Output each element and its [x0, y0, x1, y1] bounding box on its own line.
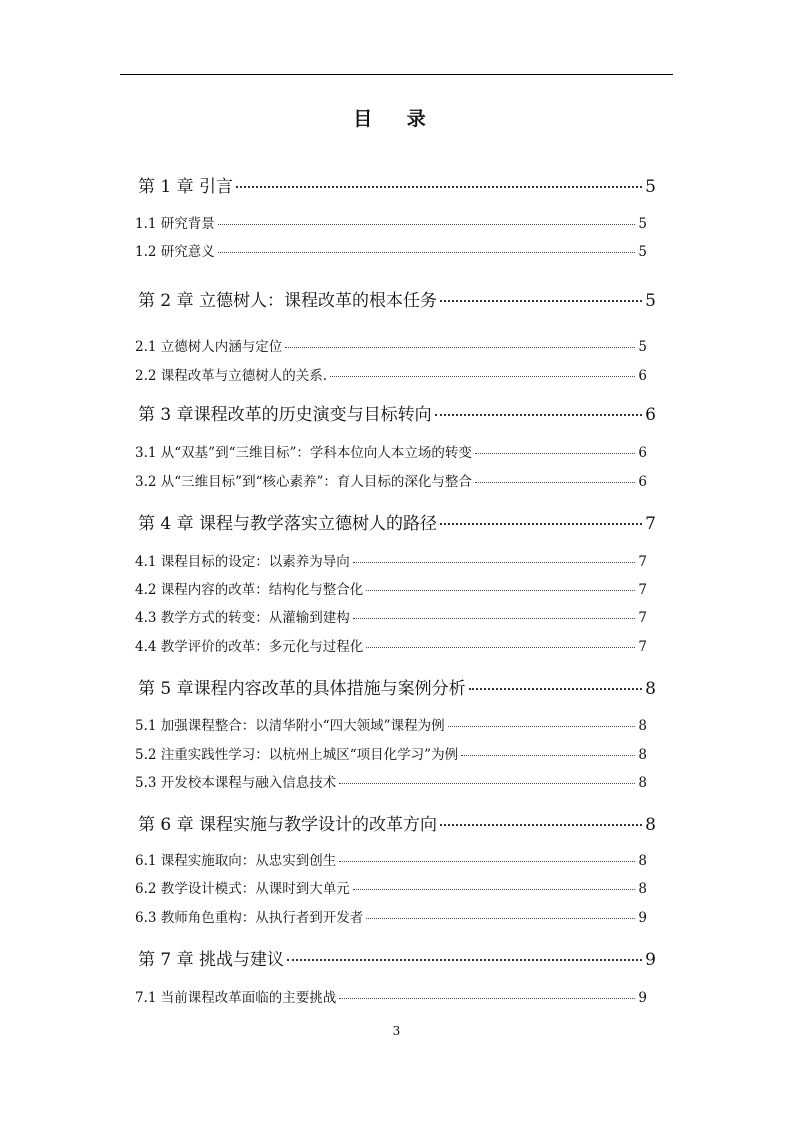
toc-section-entry[interactable] — [135, 470, 647, 490]
dot-leader — [366, 590, 635, 591]
toc-section-entry[interactable] — [135, 335, 647, 355]
toc-chapter-entry[interactable] — [138, 509, 656, 534]
entry-label: 第 3 章课程改革的历史演变与目标转向 — [138, 405, 432, 425]
toc-section-entry[interactable] — [135, 714, 647, 734]
dot-leader — [353, 562, 636, 563]
entry-label: 第 2 章 立德树人：课程改革的根本任务 — [138, 291, 438, 311]
entry-page: 7 — [638, 639, 647, 655]
entry-page: 8 — [638, 718, 647, 734]
toc-chapter-entry[interactable] — [138, 172, 656, 197]
toc-chapter-entry[interactable] — [138, 945, 656, 970]
dot-leader — [353, 618, 636, 619]
dot-leader — [339, 783, 635, 784]
entry-page: 9 — [638, 990, 647, 1006]
toc-section-entry[interactable] — [135, 743, 647, 763]
entry-page: 8 — [645, 679, 656, 699]
dot-leader — [448, 726, 636, 727]
entry-page: 8 — [645, 815, 656, 835]
page-number: 3 — [392, 1024, 401, 1038]
entry-label: 3.1 从“双基”到“三维目标”：学科本位向人本立场的转变 — [135, 445, 472, 461]
header-rule — [120, 74, 673, 75]
toc-section-entry[interactable] — [135, 771, 647, 791]
entry-page: 9 — [645, 950, 656, 970]
entry-page: 5 — [638, 339, 647, 355]
toc-section-entry[interactable] — [135, 877, 647, 897]
dot-leader — [366, 918, 635, 919]
entry-label: 4.3 教学方式的转变：从灌输到建构 — [135, 610, 350, 626]
toc-section-entry[interactable] — [135, 606, 647, 626]
entry-label: 5.2 注重实践性学习：以杭州上城区“项目化学习”为例 — [135, 747, 459, 763]
entry-label: 6.1 课程实施取向：从忠实到创生 — [135, 853, 337, 869]
entry-page: 7 — [638, 582, 647, 598]
entry-page: 7 — [645, 514, 656, 534]
dot-leader — [366, 647, 635, 648]
dot-leader — [440, 824, 642, 826]
entry-label: 6.3 教师角色重构：从执行者到开发者 — [135, 910, 364, 926]
toc-chapter-entry[interactable] — [138, 674, 656, 699]
toc-section-entry[interactable] — [135, 240, 647, 260]
entry-label: 6.2 教学设计模式：从课时到大单元 — [135, 881, 350, 897]
entry-page: 6 — [638, 474, 647, 490]
entry-page: 7 — [638, 610, 647, 626]
entry-label: 2.2 课程改革与立德树人的关系. — [135, 368, 328, 384]
toc-chapter-entry[interactable] — [138, 286, 656, 311]
dot-leader — [475, 482, 636, 483]
entry-label: 第 4 章 课程与教学落实立德树人的路径 — [138, 514, 438, 534]
toc-section-entry[interactable] — [135, 212, 647, 232]
entry-page: 6 — [638, 445, 647, 461]
entry-label: 4.1 课程目标的设定：以素养为导向 — [135, 554, 350, 570]
entry-label: 5.1 加强课程整合：以清华附小“四大领域”课程为例 — [135, 718, 445, 734]
toc-chapter-entry[interactable] — [138, 400, 656, 425]
dot-leader — [339, 998, 635, 999]
dot-leader — [236, 186, 642, 188]
toc-chapter-entry[interactable] — [138, 810, 656, 835]
toc-section-entry[interactable] — [135, 849, 647, 869]
dot-leader — [218, 252, 636, 253]
dot-leader — [440, 300, 642, 302]
toc-section-entry[interactable] — [135, 550, 647, 570]
entry-label: 5.3 开发校本课程与融入信息技术 — [135, 775, 337, 791]
entry-label: 1.2 研究意义 — [135, 244, 215, 260]
entry-label: 第 6 章 课程实施与教学设计的改革方向 — [138, 815, 438, 835]
entry-label: 3.2 从“三维目标”到“核心素养”：育人目标的深化与整合 — [135, 474, 472, 490]
dot-leader — [218, 224, 636, 225]
entry-page: 6 — [638, 368, 647, 384]
entry-page: 6 — [645, 405, 656, 425]
toc-section-entry[interactable] — [135, 364, 647, 384]
entry-page: 5 — [645, 291, 656, 311]
entry-page: 8 — [638, 775, 647, 791]
toc-section-entry[interactable] — [135, 635, 647, 655]
toc-section-entry[interactable] — [135, 441, 647, 461]
dot-leader — [440, 523, 642, 525]
entry-label: 第 1 章 引言 — [138, 177, 234, 197]
entry-page: 7 — [638, 554, 647, 570]
toc-title: 目 录 — [353, 108, 440, 130]
dot-leader — [461, 755, 635, 756]
toc-section-entry[interactable] — [135, 986, 647, 1006]
entry-page: 8 — [638, 747, 647, 763]
toc-section-entry[interactable] — [135, 906, 647, 926]
dot-leader — [353, 889, 636, 890]
dot-leader — [339, 861, 635, 862]
entry-label: 4.2 课程内容的改革：结构化与整合化 — [135, 582, 364, 598]
dot-leader — [330, 376, 635, 377]
entry-label: 4.4 教学评价的改革：多元化与过程化 — [135, 639, 364, 655]
entry-page: 8 — [638, 853, 647, 869]
entry-page: 5 — [645, 177, 656, 197]
dot-leader — [469, 688, 643, 690]
dot-leader — [287, 959, 642, 961]
entry-label: 第 7 章 挑战与建议 — [138, 950, 285, 970]
entry-page: 8 — [638, 881, 647, 897]
dot-leader — [475, 453, 636, 454]
entry-page: 5 — [638, 244, 647, 260]
entry-label: 第 5 章课程内容改革的具体措施与案例分析 — [138, 679, 466, 699]
entry-label: 7.1 当前课程改革面临的主要挑战 — [135, 990, 337, 1006]
entry-label: 2.1 立德树人内涵与定位 — [135, 339, 283, 355]
entry-label: 1.1 研究背景 — [135, 216, 215, 232]
entry-page: 5 — [638, 216, 647, 232]
toc-section-entry[interactable] — [135, 578, 647, 598]
dot-leader — [285, 347, 635, 348]
entry-page: 9 — [638, 910, 647, 926]
dot-leader — [435, 414, 643, 416]
